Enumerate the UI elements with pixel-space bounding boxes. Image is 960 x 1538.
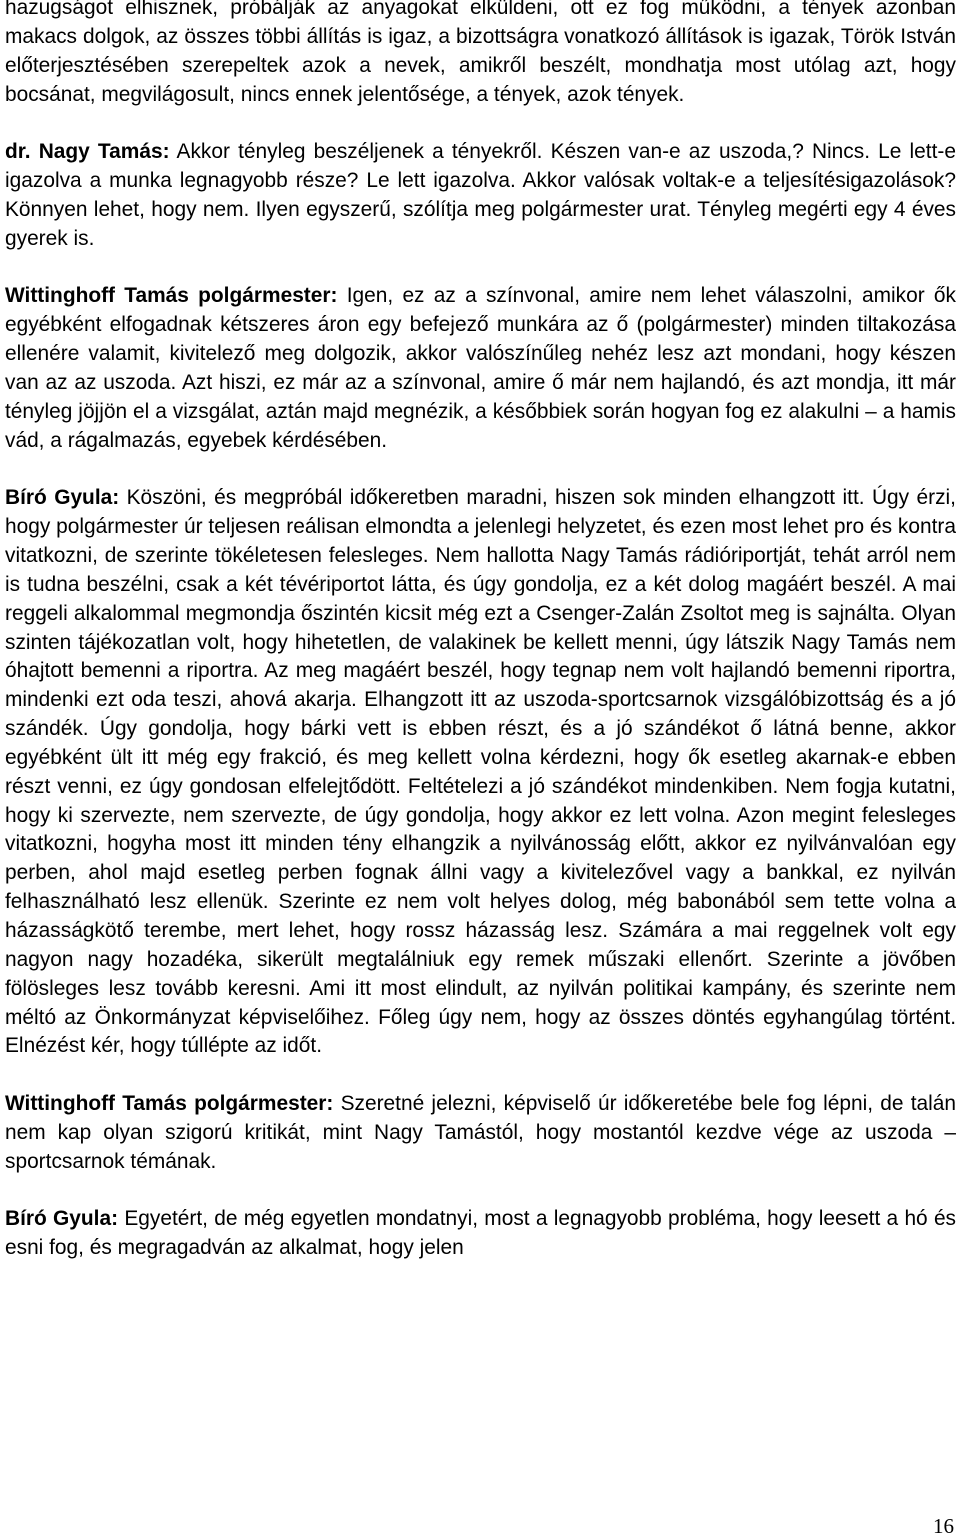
paragraph-text: hazugságot elhisznek, próbálják az anyagokat elküldeni, ott ez fog működni, a tények azonban makacs dolgok, az összes többi állítás is igaz, a bizottságra vonatkozó állítások is igazak, Török István előterjesztésében szerepeltek azok a nevek, amikről beszélt, mondhatja most utólag azt, hogy bocsánat, megvilágosult, nincs ennek jelentősége, a tények, azok tények. (5, 0, 956, 106)
paragraph-text: Szeretné jelezni, képviselő úr időkeretébe bele fog lépni, de talán nem kap olyan szigorú kritikát, mint Nagy Tamástól, hogy mostantól kezdve vége az uszoda – sportcsarnok témának. (5, 1092, 956, 1173)
paragraph-text: Igen, ez az a színvonal, amire nem lehet válaszolni, amikor ők egyébként elfogadnak kétszeres áron egy befejező munkára az ő (polgármester) minden tiltakozása ellenére valamit, kivitelező meg dolgozik, akkor valószínűleg nehéz lesz azt mondani, hogy készen van az az uszoda. Azt hiszi, ez már az a színvonal, amire ő már nem hajlandó, és azt mondja, itt már tényleg jöjjön el a vizsgálat, aztán majd megnézik, a későbbiek során hogyan fog ez alakulni – a hamis vád, a rágalmazás, egyebek kérdésében. (5, 284, 956, 452)
paragraph-text: Egyetért, de még egyetlen mondatnyi, most a legnagyobb probléma, hogy leesett a hó és esni fog, és megragadván az alkalmat, hogy jelen (5, 1207, 957, 1260)
paragraph-wittinghoff-1 (5, 282, 956, 455)
speaker-name: Wittinghoff Tamás polgármester: (5, 284, 338, 308)
paragraph-continuation (5, 0, 956, 109)
speaker-name: Bíró Gyula: (5, 486, 120, 510)
paragraph-biro-1 (5, 484, 956, 1061)
speaker-name: dr. Nagy Tamás: (5, 140, 170, 164)
document-page (5, 0, 956, 1263)
paragraph-wittinghoff-2 (5, 1090, 956, 1177)
speaker-name: Bíró Gyula: (5, 1207, 119, 1231)
paragraph-nagy-tamas (5, 138, 956, 253)
paragraph-text: Akkor tényleg beszéljenek a tényekről. Készen van-e az uszoda,? Nincs. Le lett-e igazolva a munka legnagyobb része? Le lett igazolva. Akkor valósak voltak-e a teljesítésigazolások? Könnyen lehet, hogy nem. Ilyen egyszerű, szólítja meg polgármester urat. Tényleg megérti egy 4 éves gyerek is. (5, 140, 956, 250)
paragraph-text: Köszöni, és megpróbál időkeretben maradni, hiszen sok minden elhangzott itt. Úgy érzi, hogy polgármester úr teljesen reálisan elmondta a jelenlegi helyzetet, és ezen most lehet pro és kontra vitatkozni, de szerinte tökéletesen felesleges. Nem hallotta Nagy Tamás rádióriportját, tehát arról nem is tudna beszélni, csak a két tévériportot látta, és úgy gondolja, ez a két dolog magáért beszél. A mai reggeli alkalommal megmondja őszintén kicsit még ezt a Csenger-Zalán Zsoltot meg is sajnálta. Olyan szinten tájékozatlan volt, hogy hihetetlen, de valakinek be kellett menni, úgy látszik Nagy Tamás nem óhajtott bemenni a riportra. Az meg magáért beszél, hogy tegnap nem volt hajlandó bemenni riportra, mindenki ezt oda teszi, ahová akarja. Elhangzott itt az uszoda-sportcsarnok vizsgálóbizottság és a jó szándék. Úgy gondolja, hogy bárki vett is ebben részt, és a jó szándékot ő látná benne, akkor egyébként ült itt még egy frakció, és meg kellett volna kérdezni, hogy ők esetleg akarnak-e ebben részt venni, ez úgy gondosan elfelejtődött. Feltételezi a jó szándékot mindenkiben. Nem fogja kutatni, hogy ki szervezte, nem szervezte, de úgy gondolja, hogy akkor ez lett volna. Azon megint felesleges vitatkozni, hogyha most itt minden tény elhangzik a nyilvánosság előtt, akkor ez nyilvánvalóan egy perben, ahol majd esetleg perben fognak állni vagy a kivitelezővel vagy a bankkal, ez nyilván felhasználható lesz ellenük. Szerinte ez nem volt helyes dolog, még babonából sem tette volna a házasságkötő terembe, mert lehet, hogy rossz házasság lesz. Számára a mai reggelnek volt egy nagyon nagy hozadéka, sikerült megtalálniuk egy remek műszaki ellenőrt. Szerinte a jövőben fölösleges lesz tovább keresni. Ami itt most elindult, az nyilván politikai kampány, és szerinte nem méltó az Önkormányzat képviselőihez. Főleg úgy nem, hogy az összes döntés egyhangúlag történt. Elnézést kér, hogy túllépte az időt. (5, 486, 956, 1058)
page-number: 16 (933, 1514, 954, 1538)
speaker-name: Wittinghoff Tamás polgármester: (5, 1092, 334, 1116)
paragraph-biro-2 (5, 1205, 956, 1263)
